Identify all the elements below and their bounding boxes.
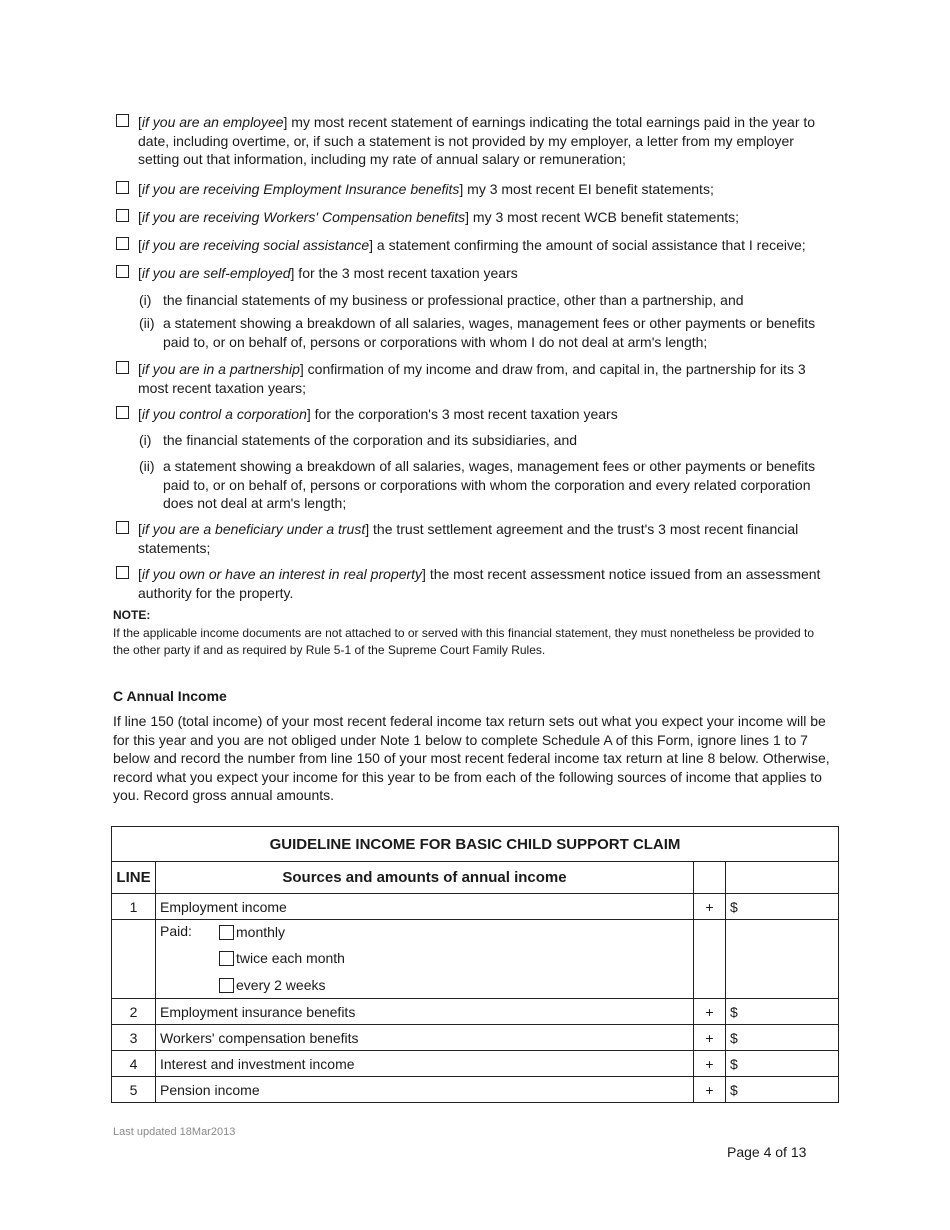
income-source-label: Interest and investment income [156,1051,694,1077]
option-label: twice each month [236,950,345,966]
condition-text: if you are receiving Employment Insurance benefits [141,181,460,197]
doc-description: the trust settlement agreement and the trust's 3 most recent financial statements; [138,521,799,556]
checkbox-social-assistance[interactable] [116,237,129,250]
amount-field-interest[interactable]: $ [726,1051,839,1077]
table-row-4 [112,1051,839,1077]
column-header-amount [726,862,839,894]
doc-description: my 3 most recent EI benefit statements; [463,181,714,197]
checkbox-wcb[interactable] [116,209,129,222]
sub-number: (ii) [139,458,155,474]
table-row-5 [112,1077,839,1103]
plus-operator: + [694,1025,726,1051]
checkbox-ei[interactable] [116,181,129,194]
column-header-line: LINE [112,862,156,894]
amount-field-wcb[interactable]: $ [726,1025,839,1051]
doc-description: my most recent statement of earnings indicating the total earnings paid in the year to date, including overtime, or, if such a statement is not provided by my employer, a letter from my employer setting out that information, including my rate of annual salary or remuneration; [138,114,816,167]
paid-option-every-2-weeks[interactable] [219,976,325,994]
doc-item-ei: [if you are receiving Employment Insurance benefits] my 3 most recent EI benefit statements; [116,180,836,199]
option-label: every 2 weeks [236,977,326,993]
table-row-paid-frequency [112,920,839,999]
sub-text: the financial statements of my business or professional practice, other than a partnership, and [163,292,744,308]
income-source-label: Employment income [156,894,694,920]
doc-item-social-assistance: [if you are receiving social assistance] a statement confirming the amount of social assistance that I receive; [116,236,836,255]
column-header-source: Sources and amounts of annual income [156,862,694,894]
self-employed-sub-ii [139,314,839,352]
condition-text: if you are an employee [141,114,284,130]
note-text: If the applicable income documents are not attached to or served with this financial statement, they must nonetheless be provided to the other party if and as required by Rule 5-1 of the Supreme Court Family Rules. [113,626,815,657]
income-table [111,826,839,1103]
column-header-operator [694,862,726,894]
doc-item-partnership: [if you are in a partnership] confirmation of my income and draw from, and capital in, the partnership for its 3 most recent taxation years; [116,360,836,398]
line-number: 5 [112,1077,156,1103]
amount-field-ei[interactable]: $ [726,999,839,1025]
note-heading: NOTE: [113,608,151,622]
table-header-row [112,862,839,894]
amount-field-employment[interactable]: $ [726,894,839,920]
plus-operator: + [694,1051,726,1077]
condition-text: if you control a corporation [141,406,307,422]
sub-number: (ii) [139,315,155,331]
doc-item-self-employed: [if you are self-employed] for the 3 most recent taxation years [116,264,836,283]
doc-item-trust: [if you are a beneficiary under a trust] the trust settlement agreement and the trust's 3 most recent financial statements; [116,520,836,558]
condition-text: if you are receiving social assistance [141,237,370,253]
checkbox-partnership[interactable] [116,361,129,374]
checkbox-every-2-weeks[interactable] [219,978,234,993]
table-row-3 [112,1025,839,1051]
doc-description: confirmation of my income and draw from, and capital in, the partnership for its 3 most recent taxation years; [138,361,806,396]
checkbox-employee[interactable] [116,114,129,127]
sub-number: (i) [139,432,152,448]
sub-text: a statement showing a breakdown of all salaries, wages, management fees or other payments or benefits paid to, or on behalf of, persons or corporations with whom the corporation and every related corporation does not deal at arm's length; [163,458,816,511]
plus-operator: + [694,999,726,1025]
doc-item-real-property: [if you own or have an interest in real property] the most recent assessment notice issued from an assessment authority for the property. [116,565,836,603]
table-row-2 [112,999,839,1025]
checkbox-self-employed[interactable] [116,265,129,278]
paid-option-monthly[interactable] [219,923,285,941]
line-number: 1 [112,894,156,920]
condition-text: if you are in a partnership [141,361,300,377]
checkbox-corporation[interactable] [116,406,129,419]
plus-operator: + [694,1077,726,1103]
line-number: 3 [112,1025,156,1051]
option-label: monthly [236,924,286,940]
paid-frequency-cell [156,920,694,999]
doc-item-employee: [if you are an employee] my most recent statement of earnings indicating the total earnings paid in the year to date, including overtime, or, if such a statement is not provided by my employer, a letter from my employer setting out that information, including my rate of annual salary or remuneration; [116,113,836,169]
sub-text: a statement showing a breakdown of all salaries, wages, management fees or other payments or benefits paid to, or on behalf of, persons or corporations with whom I do not deal at arm's length; [163,315,816,350]
doc-description: for the corporation's 3 most recent taxation years [310,406,618,422]
corporation-sub-i [139,431,839,450]
paid-option-twice-monthly[interactable] [219,949,345,967]
doc-description: the most recent assessment notice issued from an assessment authority for the property. [138,566,821,601]
condition-text: if you own or have an interest in real property [141,566,423,582]
checkbox-twice-monthly[interactable] [219,951,234,966]
doc-description: for the 3 most recent taxation years [294,265,518,281]
table-title: GUIDELINE INCOME FOR BASIC CHILD SUPPORT CLAIM [112,827,839,862]
last-updated: Last updated 18Mar2013 [113,1126,236,1138]
page-number: Page 4 of 13 [727,1144,807,1160]
income-source-label: Workers' compensation benefits [156,1025,694,1051]
line-number: 4 [112,1051,156,1077]
corporation-sub-ii [139,457,839,513]
line-number: 2 [112,999,156,1025]
paid-label: Paid: [160,923,192,939]
sub-text: the financial statements of the corporation and its subsidiaries, and [163,432,578,448]
doc-description: a statement confirming the amount of social assistance that I receive; [373,237,806,253]
amount-field-pension[interactable]: $ [726,1077,839,1103]
doc-item-wcb: [if you are receiving Workers' Compensation benefits] my 3 most recent WCB benefit statements; [116,208,836,227]
condition-text: if you are self-employed [141,265,291,281]
checkbox-monthly[interactable] [219,925,234,940]
condition-text: if you are a beneficiary under a trust [141,521,366,537]
doc-description: my 3 most recent WCB benefit statements; [469,209,740,225]
income-source-label: Pension income [156,1077,694,1103]
table-row-1 [112,894,839,920]
self-employed-sub-i [139,291,839,310]
checkbox-real-property[interactable] [116,566,129,579]
sub-number: (i) [139,292,152,308]
section-c-instructions: If line 150 (total income) of your most recent federal income tax return sets out what you expect your income will be for this year and you are not obliged under Note 1 below to complete Schedule A of this Form, ignore lines 1 to 7 below and record the number from line 150 of your most recent federal income tax return at line 8 below. Otherwise, record what you expect your income for this year to be from each of the following sources of income that applies to you. Record gross annual amounts. [113,713,830,804]
income-source-label: Employment insurance benefits [156,999,694,1025]
checkbox-trust[interactable] [116,521,129,534]
section-c-heading: C Annual Income [113,688,227,704]
doc-item-corporation: [if you control a corporation] for the corporation's 3 most recent taxation years [116,405,836,424]
condition-text: if you are receiving Workers' Compensation benefits [141,209,466,225]
plus-operator: + [694,894,726,920]
